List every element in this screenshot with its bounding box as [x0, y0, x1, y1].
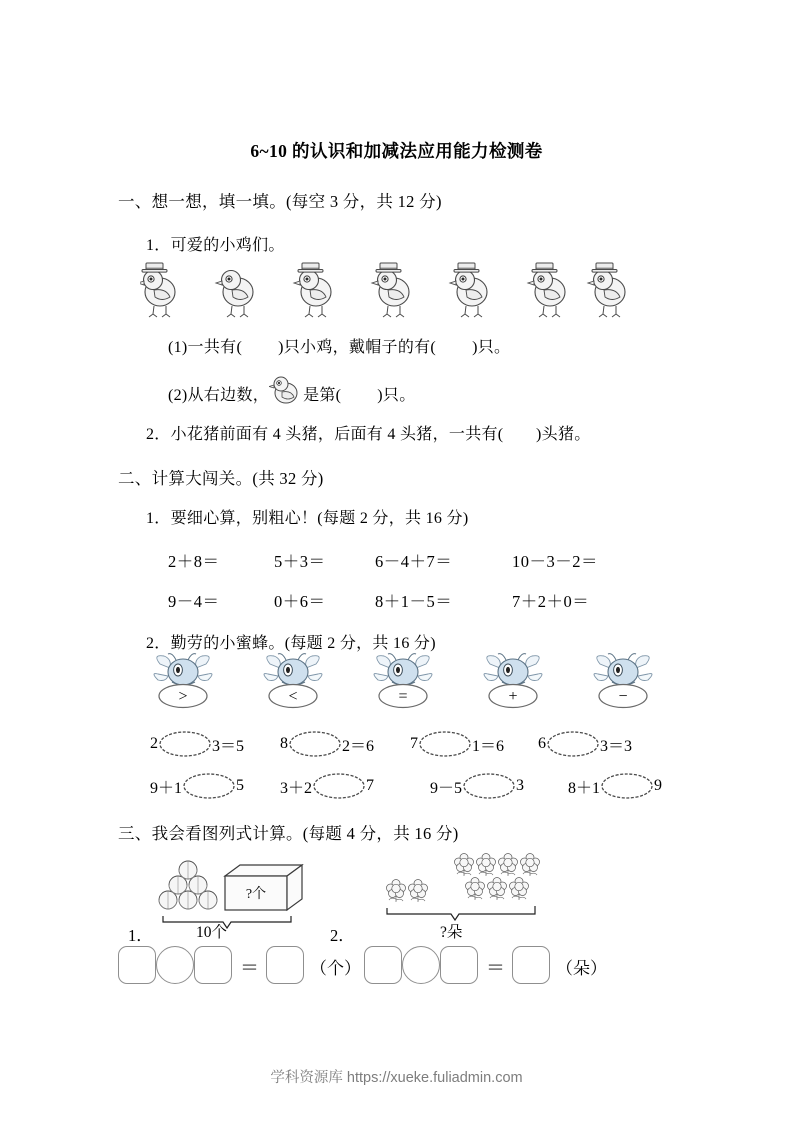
answer-input-row	[118, 946, 678, 996]
fill-5-left: 9＋1	[150, 779, 183, 797]
calc-item-7: 8＋1－5＝	[375, 592, 453, 611]
answer-box-2b[interactable]	[440, 946, 478, 984]
fill-item-3	[410, 730, 504, 758]
sub2-text-a: (2)从右边数，	[168, 387, 270, 404]
fill-row-2	[150, 772, 690, 806]
sub2-text-c: )只。	[377, 387, 416, 404]
calc-item-2: 5＋3＝	[274, 552, 326, 571]
sub1-text-a: (1)一共有(	[168, 339, 243, 356]
answer-oval[interactable]	[182, 772, 236, 800]
answer-oval[interactable]	[600, 772, 654, 800]
fill-item-8	[568, 772, 662, 800]
fill-item-5	[150, 772, 244, 800]
fill-2-left: 8	[280, 735, 288, 752]
fill-item-7	[430, 772, 524, 800]
answer-oval[interactable]	[462, 772, 516, 800]
fill-5-right: 5	[236, 777, 245, 794]
picture-problem-2-illustration	[385, 852, 545, 942]
calc-item-4: 10－3－2＝	[512, 552, 598, 571]
fill-4-right: 3＝3	[600, 737, 633, 755]
fill-6-left: 3＋2	[280, 779, 313, 797]
calc-item-6: 0＋6＝	[274, 592, 326, 611]
fill-4-left: 6	[538, 735, 546, 752]
answer-oval[interactable]	[546, 730, 600, 758]
answer-operator-circle-1[interactable]	[156, 946, 194, 984]
fill-row-1	[150, 730, 690, 764]
section-2-heading: 二、计算大闯关。(共 32 分)	[118, 469, 324, 488]
fill-6-right: 7	[366, 777, 375, 794]
fill-item-4	[538, 730, 632, 758]
bee-symbol-2: <	[288, 688, 298, 705]
fill-3-left: 7	[410, 735, 418, 752]
fill-item-1	[150, 730, 244, 758]
answer-oval[interactable]	[288, 730, 342, 758]
footer-watermark: 学科资源库 https://xueke.fuliadmin.com	[270, 1070, 523, 1086]
answer-oval[interactable]	[418, 730, 472, 758]
answer-box-2a[interactable]	[364, 946, 402, 984]
picture-problem-2-number: 2．	[330, 926, 355, 945]
answer-oval[interactable]	[312, 772, 366, 800]
fill-3-right: 1＝6	[472, 737, 505, 755]
bee-symbol-3: =	[398, 688, 408, 705]
section-1-heading: 一、想一想，填一填。(每空 3 分，共 12 分)	[118, 192, 442, 211]
answer-operator-circle-2[interactable]	[402, 946, 440, 984]
page-title: 6~10 的认识和加减法应用能力检测卷	[250, 141, 543, 161]
fill-2-right: 2＝6	[342, 737, 375, 755]
bee-illustration-row	[150, 652, 670, 722]
chick-illustration-row	[140, 262, 660, 322]
section1-q1-sub1	[168, 334, 510, 357]
answer-result-2[interactable]	[512, 946, 550, 984]
sub1-text-c: )只。	[472, 339, 511, 356]
calc-item-1: 2＋8＝	[168, 552, 220, 571]
calc-item-8: 7＋2＋0＝	[512, 592, 590, 611]
picture-problem-2-bracket-label: ?朵	[440, 924, 463, 941]
fill-8-right: 9	[654, 777, 663, 794]
box-label-text: ?个	[245, 887, 267, 902]
chick-icon-inline	[269, 381, 303, 407]
sub2-text-b: 是第(	[303, 387, 342, 404]
answer-box-1a[interactable]	[118, 946, 156, 984]
fill-8-left: 8＋1	[568, 779, 601, 797]
section-3-heading: 三、我会看图列式计算。(每题 4 分，共 16 分)	[118, 824, 459, 843]
chicks-svg	[140, 262, 660, 322]
picture-problem-1-bracket-label: 10个	[196, 924, 228, 941]
fill-item-2	[280, 730, 374, 758]
picture-problem-1-illustration	[155, 858, 335, 942]
fill-7-right: 3	[516, 777, 525, 794]
section2-q2-label: 2．勤劳的小蜜蜂。(每题 2 分，共 16 分)	[146, 635, 436, 652]
bees-svg	[150, 652, 670, 722]
bee-symbol-4: +	[508, 688, 518, 705]
section2-q1-label: 1．要细心算，别粗心！(每题 2 分，共 16 分)	[146, 510, 469, 527]
fill-7-left: 9－5	[430, 779, 463, 797]
answer-equals-1: ＝	[240, 958, 260, 979]
fill-1-right: 3＝5	[212, 737, 245, 755]
calc-item-5: 9－4＝	[168, 592, 220, 611]
section1-q1-label: 1．可爱的小鸡们。	[146, 237, 285, 254]
calc-item-3: 6－4＋7＝	[375, 552, 453, 571]
section1-q2: 2．小花猪前面有 4 头猪，后面有 4 头猪，一共有( )头猪。	[146, 426, 591, 443]
bee-symbol-1: >	[178, 688, 188, 705]
fill-item-6	[280, 772, 374, 800]
bee-symbol-5: −	[618, 688, 628, 705]
answer-oval[interactable]	[158, 730, 212, 758]
answer-unit-1: （个）	[310, 959, 361, 978]
picture-problem-1-number: 1．	[128, 926, 153, 945]
fill-1-left: 2	[150, 735, 158, 752]
sub1-text-b: )只小鸡，戴帽子的有(	[278, 339, 437, 356]
answer-unit-2: （朵）	[556, 959, 607, 978]
section1-q1-sub2	[168, 381, 416, 407]
answer-equals-2: ＝	[486, 958, 506, 979]
answer-result-1[interactable]	[266, 946, 304, 984]
answer-box-1b[interactable]	[194, 946, 232, 984]
